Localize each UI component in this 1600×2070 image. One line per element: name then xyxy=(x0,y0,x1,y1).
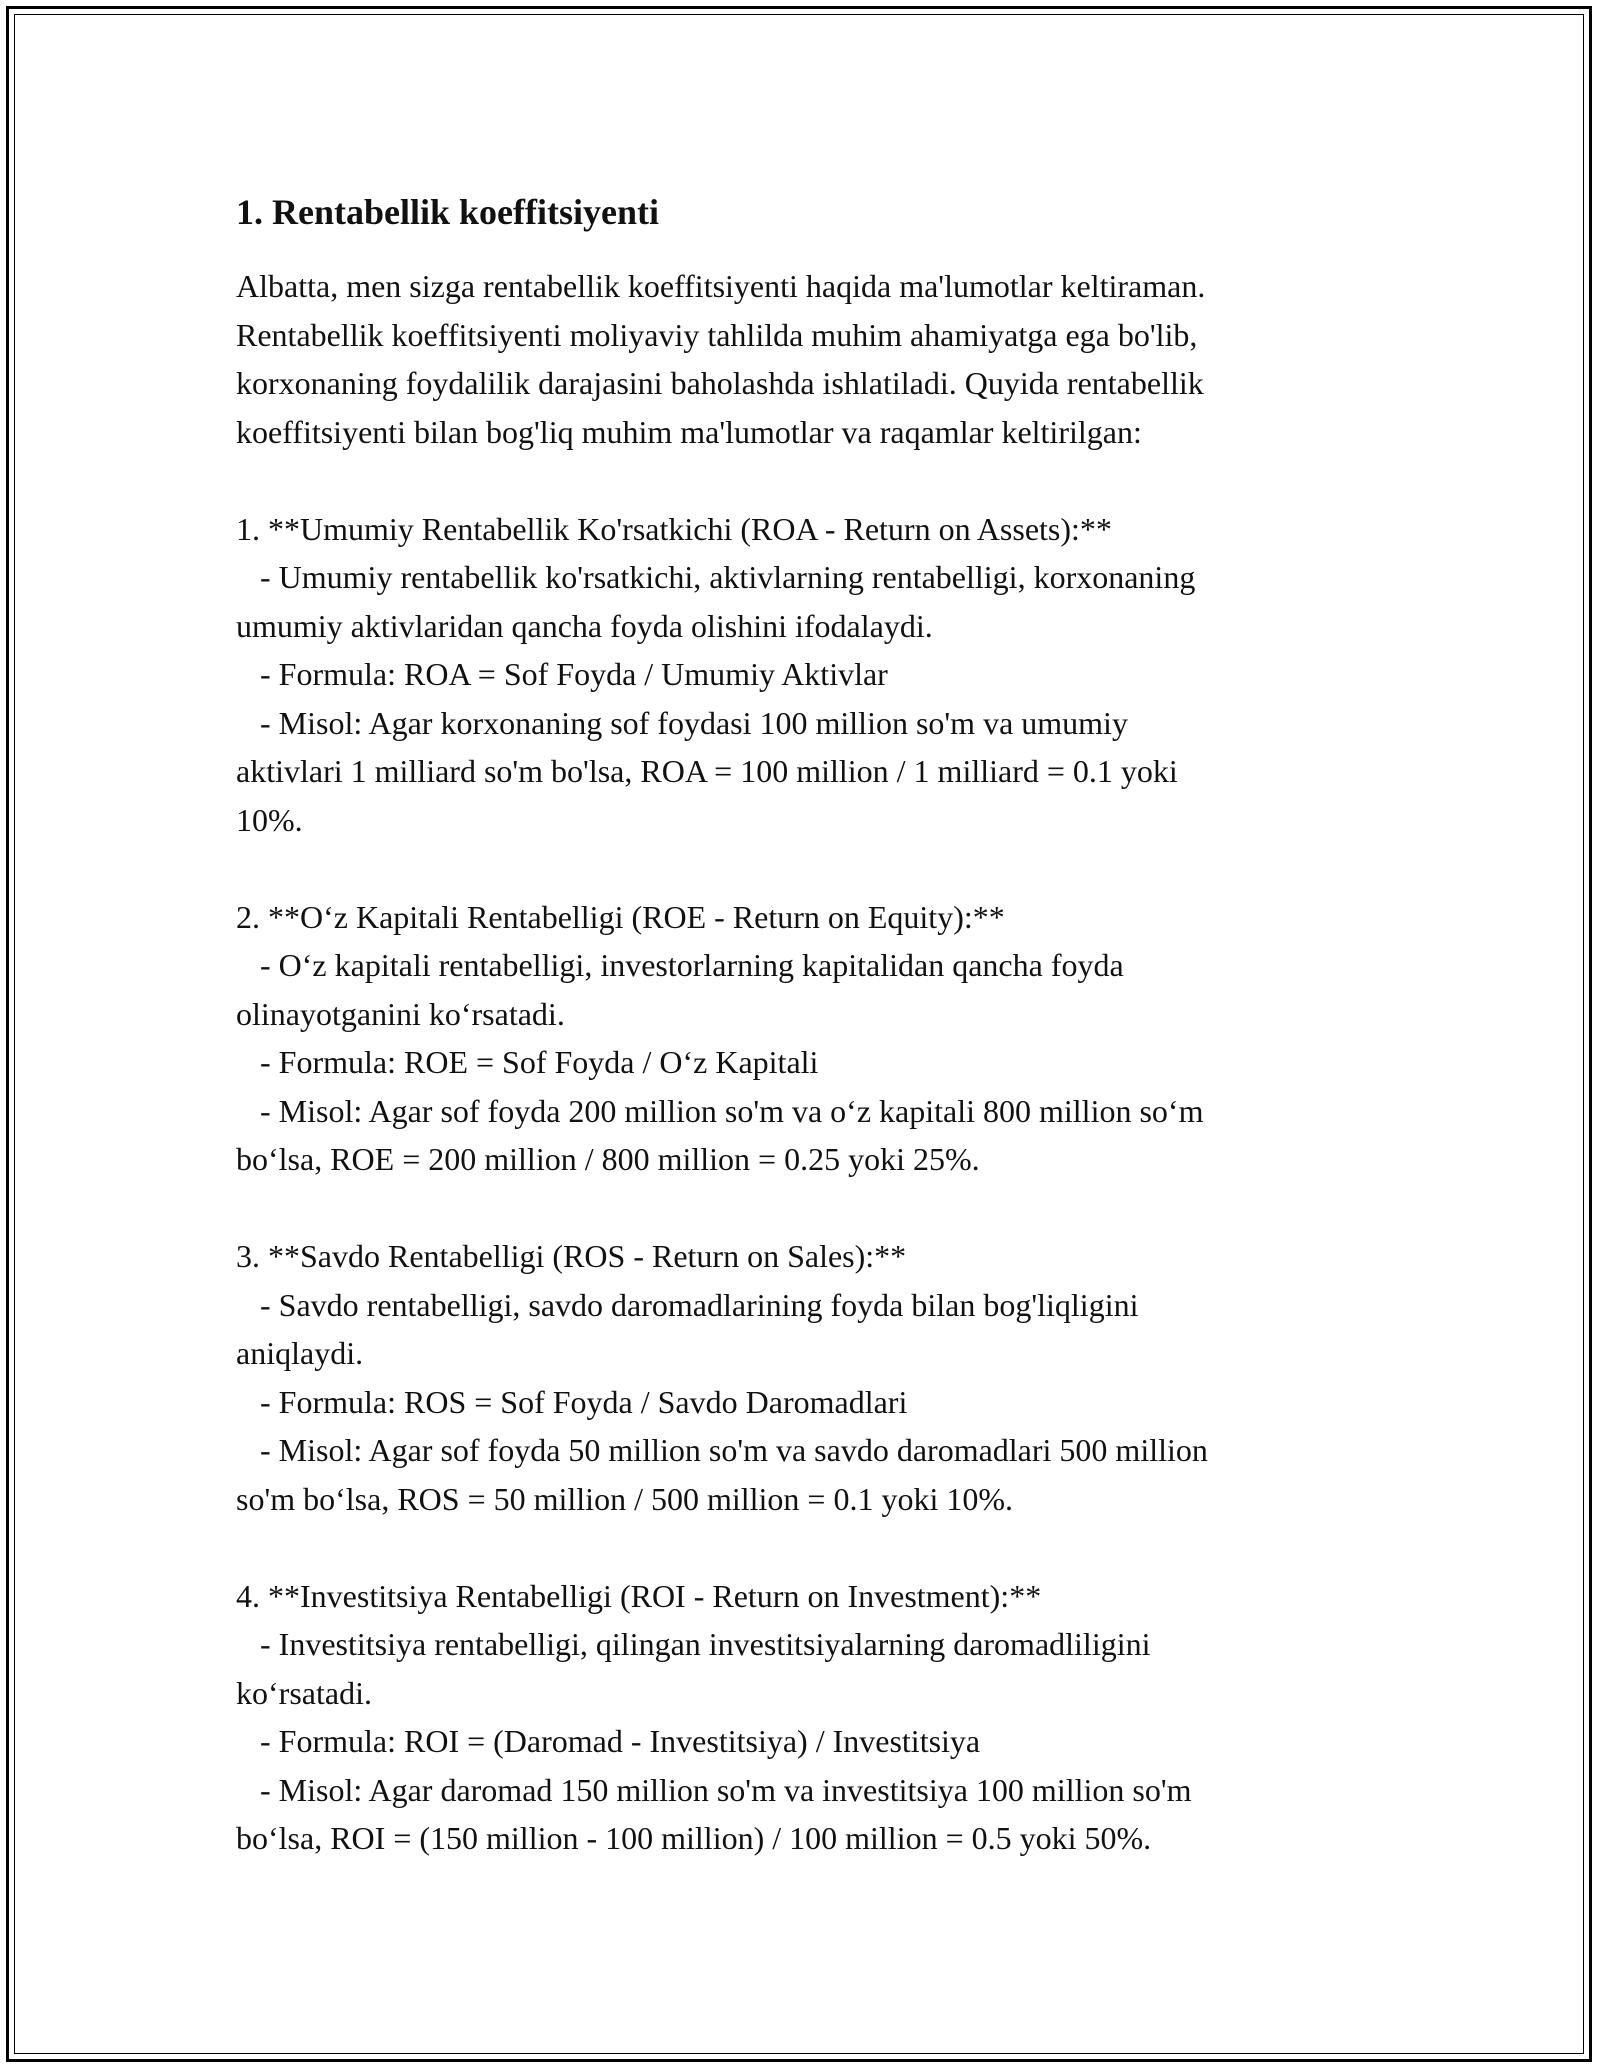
text-line: - Misol: Agar sof foyda 50 million so'm va savdo daromadlari 500 million xyxy=(236,1432,1208,1468)
text-line: - Savdo rentabelligi, savdo daromadlarining foyda bilan bog'liqligini xyxy=(236,1286,1139,1323)
blank-line xyxy=(236,1184,1416,1233)
text-line: 10%. xyxy=(236,801,303,838)
formula-roa: - Formula: ROA = Sof Foyda / Umumiy Aktivlar xyxy=(236,656,888,692)
text-line: Rentabellik koeffitsiyenti moliyaviy tahlilda muhim ahamiyatga ega bo'lib, xyxy=(236,316,1198,353)
text-line: koeffitsiyenti bilan bog'liq muhim ma'lumotlar va raqamlar keltirilgan: xyxy=(236,413,1142,450)
text-line: umumiy aktivlaridan qancha foyda olishini ifodalaydi. xyxy=(236,607,933,644)
text-line: olinayotganini ko‘rsatadi. xyxy=(236,995,565,1032)
text-line: korxonaning foydalilik darajasini baholashda ishlatiladi. Quyida rentabellik xyxy=(236,365,1204,401)
section-heading-roa: 1. **Umumiy Rentabellik Ko'rsatkichi (ROA - Return on Assets):** xyxy=(236,510,1112,547)
document-body xyxy=(236,186,1416,1863)
section-heading-roi: 4. **Investitsiya Rentabelligi (ROI - Return on Investment):** xyxy=(236,1577,1042,1614)
text-line: ko‘rsatadi. xyxy=(236,1674,372,1711)
formula-roe: - Formula: ROE = Sof Foyda / O‘z Kapitali xyxy=(236,1044,819,1080)
text-line: - Umumiy rentabellik ko'rsatkichi, aktivlarning rentabelligi, korxonaning xyxy=(236,559,1196,595)
text-line: Albatta, men sizga rentabellik koeffitsiyenti haqida ma'lumotlar keltiraman. xyxy=(236,268,1206,304)
blank-line xyxy=(236,1523,1416,1572)
blank-line xyxy=(236,456,1416,505)
section-heading-ros: 3. **Savdo Rentabelligi (ROS - Return on Sales):** xyxy=(236,1238,907,1274)
document-title: 1. Rentabellik koeffitsiyenti xyxy=(236,192,659,232)
text-line: - Misol: Agar sof foyda 200 million so'm va o‘z kapitali 800 million so‘m xyxy=(236,1092,1204,1129)
section-heading-roe: 2. **O‘z Kapitali Rentabelligi (ROE - Return on Equity):** xyxy=(236,898,1005,935)
text-line: aniqlaydi. xyxy=(236,1335,364,1371)
text-line: aktivlari 1 milliard so'm bo'lsa, ROA = 100 million / 1 milliard = 0.1 yoki xyxy=(236,753,1178,789)
blank-line xyxy=(236,844,1416,893)
text-line: - O‘z kapitali rentabelligi, investorlarning kapitalidan qancha foyda xyxy=(236,947,1124,983)
text-line: bo‘lsa, ROE = 200 million / 800 million = 0.25 yoki 25%. xyxy=(236,1141,980,1177)
formula-roi: - Formula: ROI = (Daromad - Investitsiya) / Investitsiya xyxy=(236,1723,981,1759)
text-line: bo‘lsa, ROI = (150 million - 100 million) / 100 million = 0.5 yoki 50%. xyxy=(236,1820,1152,1856)
text-line: so'm bo‘lsa, ROS = 50 million / 500 million = 0.1 yoki 10%. xyxy=(236,1480,1013,1517)
document-text xyxy=(236,262,1416,1863)
text-line: - Misol: Agar daromad 150 million so'm va investitsiya 100 million so'm xyxy=(236,1771,1192,1808)
formula-ros: - Formula: ROS = Sof Foyda / Savdo Daromadlari xyxy=(236,1383,908,1420)
text-line: - Investitsiya rentabelligi, qilingan investitsiyalarning daromadliligini xyxy=(236,1626,1151,1662)
text-line: - Misol: Agar korxonaning sof foydasi 100 million so'm va umumiy xyxy=(236,704,1128,741)
